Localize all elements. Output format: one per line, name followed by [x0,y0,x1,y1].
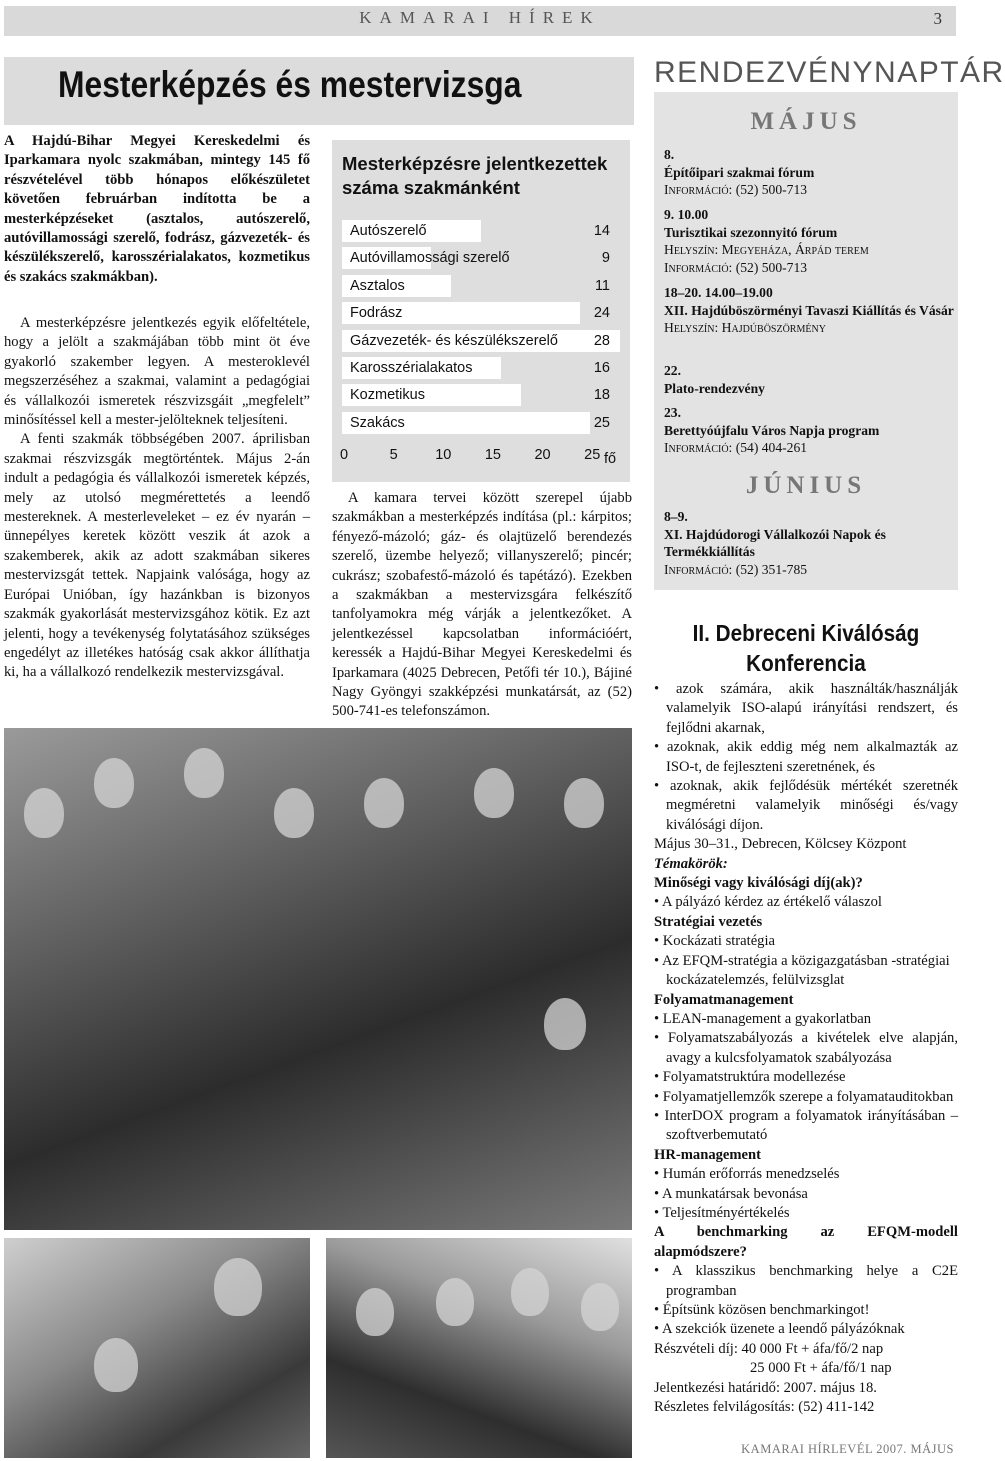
list-item: • A klasszikus benchmarking helye a C2E programban [654,1263,958,1299]
article-lead: A Hajdú-Bihar Megyei Kereskedelmi és Iparkamara nyolc szakmában, mintegy 145 fő részvételével több hónapos előkészületet követően februárban indította be a mesterképzéseket (asztalos, autószerelő, autóvillamossági szerelő, fodrász, gázvezeték- és készülékszerelő, karosszérialakatos, kozmetikus és szakács szakmákban). [4,133,310,285]
x-tick-label: 20 [534,447,551,464]
event-info: Információ: (52) 351-785 [664,561,808,577]
event-date: 23. [664,405,681,420]
chart-value-label: 11 [594,277,610,294]
page-number: 3 [933,9,942,28]
footer-text: KAMARAI HÍRLEVÉL 2007. MÁJUS [741,1442,954,1456]
article-title: Mesterképzés és mestervizsga [58,64,522,105]
group-photo-2 [326,1238,632,1458]
paragraph-1: A mesterképzésre jelentkezés egyik előfeltétele, hogy a jelölt a szakmájában több mint öt éve gyakorló szakember legyen. A mesteroklevél megszerzéséhez a szakmai, valamint a pedagógiai és vállalkozói ismeretek részvizsgáit „megfelelt” minősítéssel kell a mester-jelölteknek teljesíteni. [4,315,310,429]
section-title: KAMARAI HÍREK [359,8,601,27]
face-shape [274,788,314,838]
list-item-text: azok számára, akik használták/használják valamelyik ISO-alapú irányítási rendszert, és fejlődni akarnak, [666,681,958,736]
list-item: • Az EFQM-stratégia a közigazgatásban -stratégiai kockázatelemzés, felülvizsglat [654,952,950,989]
list-item: • Folyamatszabályozás a kivételek elve alapján, avagy a kulcsfolyamatok szabályozása [654,1030,958,1066]
event-title: Turisztikai szezonnyitó fórum [664,224,838,240]
list-item-text: Folyamatstruktúra modellezése [662,1069,846,1086]
x-axis-unit: fő [604,451,617,468]
list-item-text: InterDOX program a folyamatok irányításában – szoftverbemutató [664,1107,958,1144]
list-item: • Építsünk közösen benchmarkingot! [654,1302,870,1318]
chart-bar-label: Autószerelő [350,223,427,239]
chart-bar-label: Fodrász [350,305,403,322]
event [664,404,954,457]
event-title: XII. Hajdúböszörményi Tavaszi Kiállítás és Vásár [664,302,954,318]
event-place: Helyszín: Megyeháza, Árpád terem [664,242,869,257]
list-item: • A szekciók üzenete a leendő pályázóknak [654,1321,905,1338]
chart-bar-label: Asztalos [350,277,405,294]
event [664,508,954,578]
chart-bar-label: Autóvillamossági szerelő [350,250,510,267]
list-item: • LEAN-management a gyakorlatban [654,1010,872,1027]
chart-bar-label: Szakács [350,414,405,431]
event-title: Berettyóújfalu Város Napja program [664,422,880,438]
chart-value-label: 18 [593,387,610,404]
list-item-text: Folyamatjellemzők szerepe a folyamatauditokban [662,1088,954,1105]
list-item-text: Az EFQM-stratégia a közigazgatásban -stratégiai kockázatelemzés, felülvizsglat [661,952,950,989]
face-shape [356,1288,394,1336]
list-item: • Folyamatstruktúra modellezése [654,1069,846,1086]
chart-title: Mesterképzésre jelentkezettek száma szakmánként [342,153,608,198]
fee-line: 25 000 Ft + áfa/fő/1 nap [750,1360,892,1377]
list-item-text: Teljesítményértékelés [662,1204,790,1221]
event-info: Információ: (52) 500-713 [664,182,808,197]
group-photo [4,728,632,1230]
section-heading: Stratégiai vezetés [654,913,763,930]
list-item-text: Folyamatszabályozás a kivételek elve alapján, avagy a kulcsfolyamatok szabályozása [666,1030,958,1066]
event-date: 8–9. [664,509,688,524]
x-tick-label: 10 [435,447,452,464]
face-shape [544,998,586,1050]
section-heading: Folyamatmanagement [654,991,794,1008]
deadline: Jelentkezési határidő: 2007. május 18. [654,1379,877,1396]
face-shape [581,1283,619,1331]
paragraph-3: A kamara tervei között szerepel újabb szakmákban a mesterképzés indítása (pl.: kárpitos; fényező-mázoló; gáz- és olajtüzelő berendezés szerelő, üzembe helyező; villanyszerelő; pincér; cukrász; szobafestő-mázoló és tapétázó). Ezekben a szakmákban a mestervizsgára felkészítő tanfolyamokra még várják a jelentkezőket. A jelentkezéssel kapcsolatban információért, keressék a Hajdú-Bihar Megyei Kereskedelmi és Iparkamara (4025 Debrecen, Petőfi tér 10.), Bájiné Nagy Gyöngyi szakképzési munkatársát, az (52) 500-741-es telefonszámon. [332,490,632,720]
chart-value-label: 16 [593,360,610,376]
event-date: 18–20. 14.00–19.00 [664,285,773,300]
conference-title: II. Debreceni Kiválóság Konferencia [692,620,920,676]
event-info: Információ: (52) 500-713 [664,259,808,275]
calendar-title: RENDEZVÉNYNAPTÁR [654,56,1005,89]
chart-value-label: 14 [593,223,610,239]
chart-value-label: 25 [593,414,610,431]
event-date: 9. 10.00 [664,207,709,222]
fee-line: Részvételi díj: 40 000 Ft + áfa/fő/2 nap [654,1340,884,1357]
event-place: Helyszín: Hajdúböszörmény [664,320,826,335]
chart-value-label: 9 [601,250,610,267]
event [664,146,954,199]
chart-value-label: 28 [593,332,610,349]
list-item-text: azoknak, akik eddig még nem alkalmazták az ISO-t, de fejleszteni szeretnének, és [666,739,958,775]
chart-bar-label: Kozmetikus [350,387,425,404]
month-june: JÚNIUS [745,472,867,499]
paragraph-2: A fenti szakmák többségében 2007. áprilisban szakmai részvizsgák megtörténtek. Május 2-án indult a pedagógia és vállalkozói ismeretek képzés, mely az utolsó megmérettetés a leendő mestereknek. A mesterleveleket – ez év nyarán – ünnepélyes keretek között veszik át azok a szakemberek, akik az adott szakmában sikeres mestervizsgát tettek. Napjaink valósága, hogy az Európai Unióban, így hazánkban is bizonyos szakmák gyakorlását mestervizsgához kötik. Ez azt jelenti, hogy a tevékenység folytatásához szükséges engedélyt az illetékes hatóság csak akkor állíthatja ki, ha a vállalkozó rendelkezik mestervizsgával. [4,431,310,681]
date-place: Május 30–31., Debrecen, Kölcsey Központ [654,836,907,853]
section-heading: HR-management [654,1146,762,1163]
event-date: 22. [664,363,681,378]
list-item: • A pályázó kérdez az értékelő válaszol [654,894,882,911]
list-item: • A munkatársak bevonása [654,1185,808,1202]
x-tick-label: 25 [584,447,601,464]
list-item-text: A pályázó kérdez az értékelő válaszol [661,894,882,911]
list-item: • Teljesítményértékelés [654,1204,790,1221]
event [664,284,954,337]
list-item: • azoknak, akik eddig még nem alkalmazták az ISO-t, de fejleszteni szeretnének, és [654,739,958,775]
face-shape [436,1278,474,1326]
face-shape [94,758,134,808]
list-item-text: azoknak, akik fejlődésük mértékét szeretnék megméretni valamelyik minőségi és/vagy kiválósági díjon. [666,778,958,833]
face-shape [474,768,514,818]
event [664,362,954,397]
chart-bar-label: Gázvezeték- és készülékszerelő [350,332,558,349]
contact-info: Részletes felvilágosítás: (52) 411-142 [654,1399,875,1416]
event-title: Plato-rendezvény [664,380,765,396]
list-item-text: Építsünk közösen benchmarkingot! [662,1302,870,1318]
month-may: MÁJUS [750,108,862,135]
face-shape [511,1268,549,1316]
face-shape [24,788,64,838]
face-shape [364,778,404,828]
event-title: XI. Hajdúdorogi Vállalkozói Napok és Termékkiállítás [664,526,886,559]
face-shape [94,1338,138,1392]
topics-label: Témakörök: [654,855,728,872]
section-heading: A benchmarking az EFQM-modell alapmódszere? [654,1224,958,1260]
conference-details [654,680,958,1417]
list-item-text: LEAN-management a gyakorlatban [662,1010,872,1027]
list-item-text: A szekciók üzenete a leendő pályázóknak [661,1321,905,1338]
event [664,206,954,276]
x-tick-label: 5 [389,447,398,464]
x-tick-label: 0 [339,447,349,464]
x-tick-label: 15 [484,447,501,464]
article-body-left [4,314,310,683]
list-item: • azoknak, akik fejlődésük mértékét szeretnék megméretni valamelyik minőségi és/vagy kiválósági díjon. [654,778,958,833]
chart-value-label: 24 [593,305,610,322]
chart-bar-label: Karosszérialakatos [350,360,473,376]
event-info: Információ: (54) 404-261 [664,440,808,455]
event-date: 8. [664,147,675,162]
face-shape [184,748,224,798]
hairdressing-photo [4,1238,310,1458]
list-item: • azok számára, akik használták/használják valamelyik ISO-alapú irányítási rendszert, és fejlődni akarnak, [654,681,958,736]
list-item-text: A munkatársak bevonása [661,1185,808,1202]
event-title: Építőipari szakmai fórum [664,164,815,180]
face-shape [564,778,604,828]
list-item: • InterDOX program a folyamatok irányításában – szoftverbemutató [654,1107,958,1144]
list-item-text: Kockázati stratégia [662,933,775,950]
face-shape [214,1258,262,1316]
section-heading: Minőségi vagy kiválósági díj(ak)? [654,875,863,892]
list-item-text: Humán erőforrás menedzselés [662,1166,840,1183]
list-item: • Folyamatjellemzők szerepe a folyamatauditokban [654,1088,954,1105]
list-item: • Humán erőforrás menedzselés [654,1166,840,1183]
list-item-text: A klasszikus benchmarking helye a C2E programban [666,1263,958,1299]
list-item: • Kockázati stratégia [654,933,775,950]
